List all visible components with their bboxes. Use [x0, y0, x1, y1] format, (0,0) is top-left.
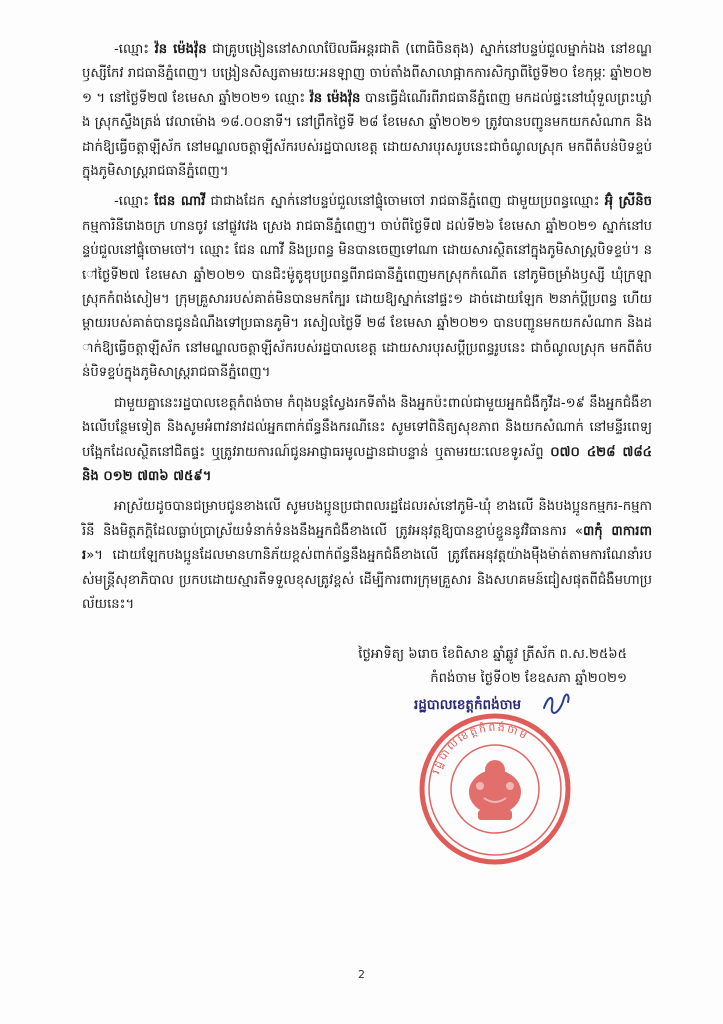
page-number: 2	[358, 968, 365, 981]
seal-emblem-icon	[469, 760, 521, 820]
person-name: វ៉ន ម៉េងវ៉ុន	[309, 90, 361, 106]
paragraph-3	[82, 392, 652, 490]
paragraph-1	[82, 38, 652, 184]
paragraph-text: ជាជាងដែក ស្នាក់នៅបន្ទប់ជួលនៅផ្ទុំចោមចៅ រាជធានីភ្នំពេញ ជាមួយប្រពន្ធឈ្មោះ	[205, 194, 605, 210]
official-seal	[418, 712, 572, 866]
paragraph-text: »។ ដោយឡែកបងប្អូនដែលមានហានិភ័យខ្ពស់ពាក់ព័ន្ធនឹងអ្នកជំងឺខាងលើ ត្រូវតែអនុវត្តយ៉ាងម៉ឺងម៉ាត់តាមការណែនាំរបស់មន្ត្រីសុខាភិបាល ប្រកបដោយស្មារតីទទួលខុសត្រូវខ្ពស់ ដើម្បីការពារក្រុមគ្រួសារ និងសហគមន៍ជៀសផុតពីជំងឺមហាប្រល័យនេះ។	[82, 548, 652, 612]
paragraph-text: -ឈ្មោះ	[114, 42, 155, 57]
issuing-office-title: រដ្ឋបាលខេត្តកំពង់ចាម	[414, 697, 522, 713]
paragraph-text: ជាគ្រូបង្រៀននៅសាលាប៊ែលធីអន្តរជាតិ (ពោធិចិនតុង) ស្នាក់នៅបន្ទប់ជួលម្នាក់ឯង នៅខណ្ឌឫស្សីកែវ រាជធានីភ្នំពេញ។ បង្រៀនសិស្សតាមរយៈអនឡាញ ចាប់តាំងពីសាលាផ្អាកការសិក្សាពីថ្ងៃទី២០ ខែកុម្ភៈ ឆ្នាំ២០២១ ។ នៅថ្ងៃទី២៧ ខែមេសា ឆ្នាំ២០២១ ឈ្មោះ	[82, 42, 652, 106]
person-name: ជែន ណាវី	[154, 194, 206, 210]
person-name: អ៊ុំ ស្រីនិច	[604, 194, 652, 210]
paragraph-text: ជាមួយគ្នានេះរដ្ឋបាលខេត្តកំពង់ចាម កំពុងបន្តស្វែងរកទីតាំង និងអ្នកប៉ះពាល់ជាមួយអ្នកជំងឺកូវីដ-១៩ នឹងអ្នកជំងឺខាងលើបន្ថែមទៀត និងសូមអំពាវនាវដល់អ្នកពាក់ព័ន្ធនឹងករណីនេះ សូមទៅពិនិត្យសុខភាព និងយកសំណាក់ នៅមន្ទីរពេទ្យបង្អែកដែលស្ថិតនៅជិតផ្ទះ ឬត្រូវរាយការណ៍ជូនអាជ្ញាធរមូលដ្ឋានជាបន្ទាន់ ឬតាមរយៈលេខទូរស័ព្ទ	[82, 395, 652, 460]
paragraph-text: អាស្រ័យដូចបានជម្រាបជូនខាងលើ សូមបងប្អូនប្រជាពលរដ្ឋដែលរស់នៅភូមិ-ឃុំ ខាងលើ និងបងប្អូនកម្មករ-កម្មការិនី និងមិត្តភក្តិដែលធ្លាប់ប្រាស្រ័យទំនាក់ទំនងនឹងអ្នកជំងឺខាងលើ ត្រូវអនុវត្តឱ្យបានខ្ជាប់ខ្ជួននូវវិធានការ «	[82, 499, 652, 539]
seal-text: រដ្ឋបាលខេត្តកំពង់ចាម	[429, 720, 531, 776]
measure-name: ៣កុំ ៣ការពារ	[82, 523, 652, 564]
phone-numbers: ០៧០ ៤២៨ ៧៨៤ និង ០១២ ៧៣៦ ៧៥៩។	[82, 444, 652, 484]
paragraph-text: បានធ្វើដំណើរពីរាជធានីភ្នំពេញ មកដល់ផ្ទះនៅឃុំទួលព្រះឃ្លាំង ស្រុកស្ទឹងត្រង់ វេលាម៉ោង ១៨.០០នាទី។ នៅព្រឹកថ្ងៃទី ២៨ ខែមេសា ឆ្នាំ២០២១ ត្រូវបានបញ្ជូនមកយកសំណាក និងដាក់ឱ្យធ្វើចត្តាឡីស័ក នៅមណ្ឌលចត្តាឡីស័ករបស់រដ្ឋបាលខេត្ត ដោយសារបុរសរូបនេះជាចំណូលស្រុក មកពីតំបន់បិទខ្ទប់ក្នុងភូមិសាស្ត្ររាជធានីភ្នំពេញ។	[82, 90, 652, 180]
document-body	[82, 38, 652, 623]
paragraph-text: កម្មការិនីរោងចក្រ ហានចូវ នៅផ្លូវវេង ស្រេង រាជធានីភ្នំពេញ។ ចាប់ពីថ្ងៃទី៧ ដល់ទី២៦ ខែមេសា ឆ្នាំ២០២១ ស្នាក់នៅបន្ទប់ជួលនៅផ្ទុំចោមចៅ។ ឈ្មោះ ជែន ណាវី និងប្រពន្ធ មិនបានចេញទៅណា ដោយសារស្ថិតនៅក្នុងភូមិសាស្ត្របិទខ្ទប់។ នៅថ្ងៃទី២៧ ខែមេសា ឆ្នាំ២០២១ បានជិះម៉ូតូឌុបប្រពន្ធពីរាជធានីភ្នំពេញមកស្រុកកំណើត នៅភូមិចម្រាំងឫស្សី ឃុំក្រឡា ស្រុកកំពង់សៀម។ ក្រុមគ្រួសាររបស់គាត់មិនបានមកក្បែរ ដោយឱ្យស្នាក់នៅផ្ទះ១ ដាច់ដោយឡែក ២នាក់ប្តីប្រពន្ធ ហើយម្តាយរបស់គាត់បានជូនដំណឹងទៅប្រធានភូមិ។ រសៀលថ្ងៃទី ២៨ ខែមេសា ឆ្នាំ២០២១ បានបញ្ជូនមកយកសំណាក និងដាក់ឱ្យធ្វើចត្តាឡីស័ក នៅមណ្ឌលចត្តាឡីស័ករបស់រដ្ឋបាលខេត្ត ដោយសារបុរសប្តីប្រពន្ធរូបនេះ ជាចំណូលស្រុក មកពីតំបន់បិទខ្ទប់ក្នុងភូមិសាស្ត្ររាជធានីភ្នំពេញ។	[82, 218, 652, 381]
paragraph-4	[82, 495, 652, 617]
paragraph-2	[82, 190, 652, 385]
person-name: វ៉ន ម៉េងវ៉ុន	[154, 42, 207, 57]
date-block	[358, 643, 627, 691]
paragraph-text: -ឈ្មោះ	[114, 194, 155, 210]
solar-date: កំពង់ចាម ថ្ងៃទី០២ ខែឧសភា ឆ្នាំ២០២១	[430, 671, 627, 686]
lunar-date: ថ្ងៃអាទិត្យ ៦រោច ខែពិសាខ ឆ្នាំឆ្លូវ ត្រីស័ក ព.ស.២៥៦៥	[358, 647, 627, 662]
